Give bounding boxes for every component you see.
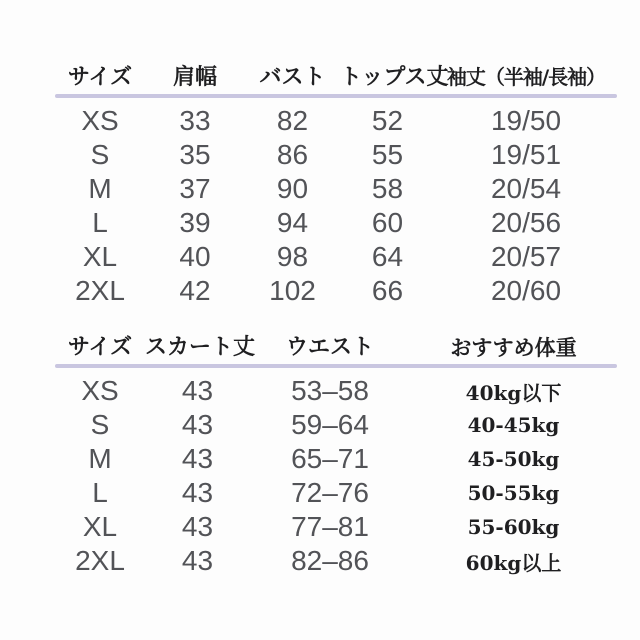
table-cell: 94 (276, 207, 309, 238)
table-row (55, 408, 617, 442)
table-row (55, 510, 617, 544)
table-cell: 20/56 (490, 207, 562, 238)
table-cell: XL (82, 511, 118, 542)
skirt-table-body (55, 374, 617, 578)
table-cell: 43 (181, 375, 214, 406)
table-cell: 40 (179, 241, 211, 272)
table-cell: 2XL (75, 545, 125, 576)
table-cell: XL (82, 241, 118, 272)
table-cell: 82–86 (291, 545, 369, 576)
table-cell: 59–64 (291, 409, 369, 440)
table-cell: S (90, 139, 110, 170)
table-row (55, 544, 617, 578)
column-header: バスト (259, 63, 326, 90)
table-cell: L (92, 207, 108, 238)
tops-size-table (55, 56, 617, 308)
table-cell: 60kg以上 (465, 550, 562, 575)
table-cell: 98 (276, 241, 309, 272)
table-cell: 20/54 (490, 173, 562, 204)
column-header: サイズ (67, 333, 133, 360)
table-cell: 42 (179, 275, 211, 306)
column-header: 袖丈（半袖/長袖） (446, 64, 606, 89)
table-row (55, 374, 617, 408)
table-cell: 35 (179, 139, 211, 170)
table-row (55, 172, 617, 206)
skirt-size-table (55, 326, 617, 578)
table-row (55, 206, 617, 240)
table-row (55, 476, 617, 510)
table-cell: 43 (181, 409, 214, 440)
table-cell: 45-50kg (467, 447, 560, 471)
table-cell: M (88, 173, 112, 204)
tops-table-body (55, 104, 617, 308)
table-cell: 60 (371, 207, 404, 238)
table-row (55, 104, 617, 138)
column-header: おすすめ体重 (450, 335, 577, 360)
table-cell: 53–58 (291, 375, 369, 406)
table-cell: 43 (181, 545, 214, 576)
table-cell: 66 (371, 275, 404, 306)
table-cell: M (88, 443, 112, 474)
column-header: スカート丈 (145, 333, 256, 360)
tops-table-header-row (55, 56, 617, 94)
table-cell: 40kg以下 (465, 380, 562, 405)
table-cell: XS (81, 375, 119, 406)
table-cell: 43 (181, 511, 214, 542)
table-cell: 90 (276, 173, 309, 204)
table-cell: 65–71 (291, 443, 369, 474)
table-row (55, 240, 617, 274)
table-cell: 82 (276, 105, 309, 136)
table-cell: L (92, 477, 108, 508)
table-cell: 20/57 (490, 241, 562, 272)
table-cell: 55-60kg (467, 515, 560, 539)
column-header: トップス丈 (340, 63, 449, 90)
table-cell: 72–76 (291, 477, 369, 508)
table-cell: 33 (179, 105, 211, 136)
column-header: サイズ (67, 63, 133, 90)
skirt-table-divider (55, 364, 617, 368)
table-row (55, 274, 617, 308)
table-cell: 58 (371, 173, 404, 204)
table-cell: 50-55kg (467, 481, 560, 505)
table-cell: 77–81 (291, 511, 369, 542)
table-cell: XS (81, 105, 119, 136)
table-cell: 52 (371, 105, 404, 136)
table-cell: 19/51 (490, 139, 562, 170)
table-cell: S (90, 409, 110, 440)
table-row (55, 442, 617, 476)
table-cell: 20/60 (490, 275, 562, 306)
column-header: 肩幅 (172, 63, 217, 90)
table-cell: 102 (269, 275, 316, 306)
table-row (55, 138, 617, 172)
column-header: ウエスト (285, 333, 374, 360)
table-cell: 39 (179, 207, 211, 238)
table-cell: 37 (179, 173, 211, 204)
table-cell: 2XL (75, 275, 125, 306)
table-cell: 19/50 (490, 105, 562, 136)
table-cell: 86 (276, 139, 309, 170)
table-cell: 64 (371, 241, 404, 272)
table-cell: 43 (181, 443, 214, 474)
table-cell: 43 (181, 477, 214, 508)
table-cell: 40-45kg (467, 413, 560, 437)
table-cell: 55 (371, 139, 404, 170)
skirt-table-header-row (55, 326, 617, 364)
tops-table-divider (55, 94, 617, 98)
